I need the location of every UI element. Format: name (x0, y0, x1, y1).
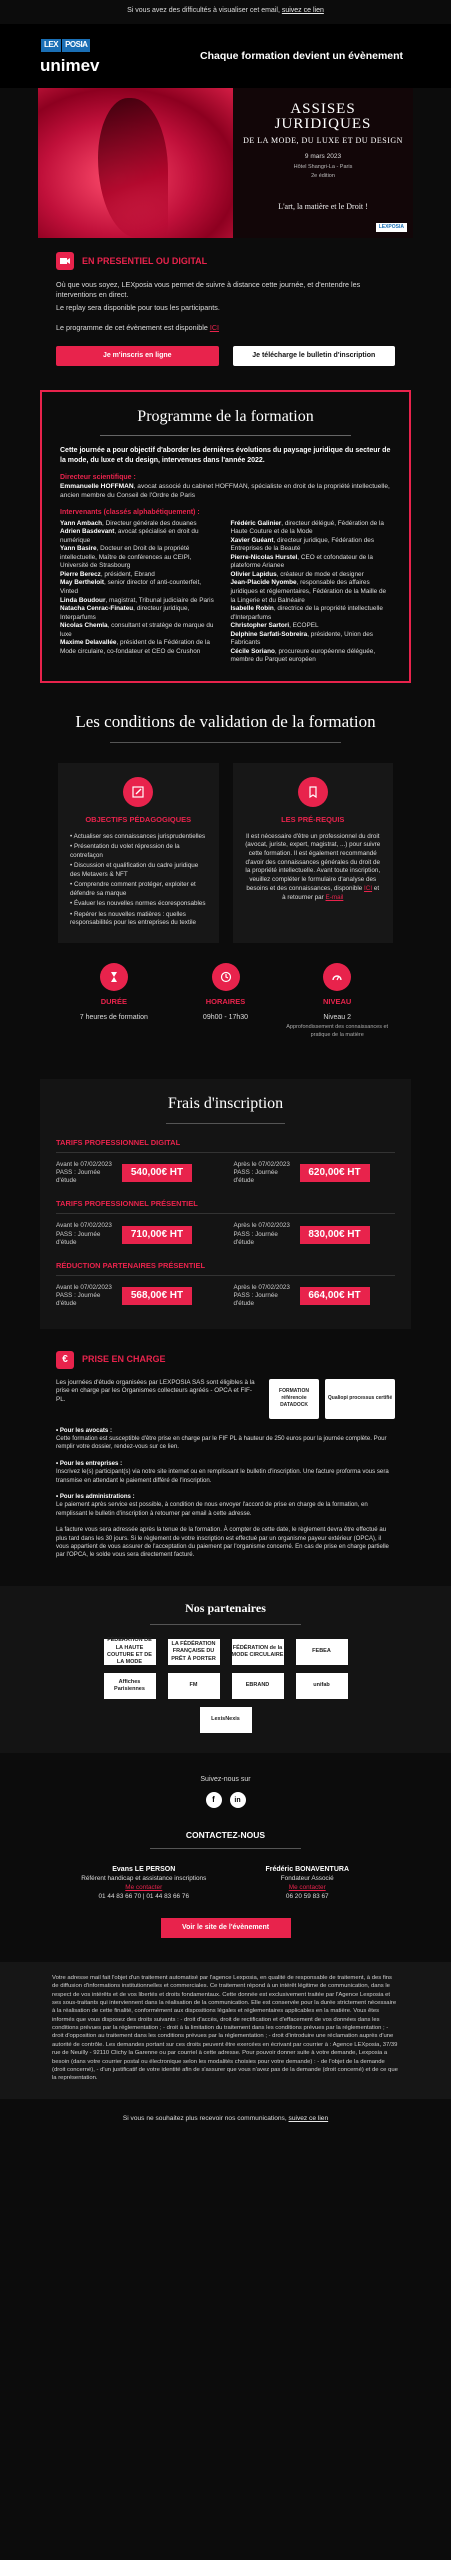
speaker: Nicolas Chemla, consultant et stratège de marque du luxe (60, 622, 214, 638)
partner-logos (0, 1639, 451, 1733)
hero-tagline: L'art, la matière et le Droit ! (278, 202, 368, 212)
speaker: Cécile Soriano, procureure européenne déléguée, membre du Parquet européen (230, 647, 376, 664)
digital-p3-text: Le programme de cet évènement est disponible (56, 323, 208, 333)
speaker: Yann Basire, Docteur en Droit de la propriété intellectuelle, Maître de conférences au CEIPI, Université de Strasbourg (60, 545, 192, 570)
hero-edition: 2e édition (311, 172, 335, 179)
list-item: • Repérer les nouvelles matières : quelles responsabilités pour les entreprises du textile (70, 910, 197, 927)
contact-role: Référent handicap et assistance inscriptions (81, 1874, 207, 1882)
list-item: • Évaluer les nouvelles normes écoresponsables (70, 900, 206, 908)
top-notice (0, 0, 451, 24)
tarif-label: Après le 07/02/2023 PASS : Journée d'étude (233, 1160, 290, 1185)
contact-person (226, 1865, 390, 1902)
hero-venue: Hôtel Shangri-La - Paris (293, 163, 353, 170)
speakers-columns (60, 520, 391, 665)
contact-email-link[interactable]: Me contacter (288, 1883, 326, 1891)
legal-notice: Votre adresse mail fait l'objet d'un traitement automatisé par l'agence Lexposia, en qualité de responsable de traitement, à des fins de diffusion d'informations institutionnelles et commerciales. Ce traitement répond à un intérêt légitime de communication, dans le respect de vos intérêts et de vos libertés et droits fondamentaux. Cette donnée est exclusivement traitée par l'Agence Lexposia et ses sous-traitants qui interviennent dans la réalisation de la communication. Elle est conservée pour la durée strictement nécessaire à la réalisation de cette finalité, conformément aux dispositions légales et réglementaires applicables en la matière. Vous êtes informés que vous disposez des droits suivants : - droit d'accès, droit de rectification et d'effacement de vos données dans les conditions prévues par la réglementation ; - droit à la limitation du traitement dans les conditions prévues par la réglementation ; - droit d'opposition au traitement dans les conditions prévues par la réglementation ; - droit d'introduire une réclamation auprès d'une autorité de contrôle. Les demandes portant sur ces droits peuvent être exercées en écrivant par courrier à : Agence LEXposia, 37/39 rue de Neuilly - 92110 Clichy la Garenne ou par courriel à cette adresse. Pour pouvoir donner suite à votre demande, Lexposia a besoin (dans votre courrier postal ou électronique selon les modalités choisies pour votre demande) : - de l'objet de la demande (droit concerné), - d'un justificatif de votre identité afin de s'assurer que vous n'avez pas de la demande (droit concerné) et de ce que la représentation. (0, 1962, 451, 2099)
speaker: Delphine Sarfati-Sobreira, présidente, Union des Fabricants (230, 630, 373, 647)
horaires-stat (170, 963, 282, 1039)
speaker: Xavier Guéant, directeur juridique, Fédération des Entreprises de la Beauté (230, 536, 375, 553)
follow-section (0, 1753, 451, 1808)
linkedin-icon[interactable]: in (230, 1792, 246, 1808)
contact-phone: 01 44 83 66 70 | 01 44 83 66 76 (98, 1892, 189, 1900)
partner-logo[interactable]: LA FÉDÉRATION FRANÇAISE DU PRÊT À PORTER (168, 1639, 220, 1665)
social-links (0, 1792, 451, 1808)
prereq-text: Il est nécessaire d'être un professionnel du droit (avocat, juriste, expert, magistrat, ...) pour suivre cette formation. Il est également recommandé d'avoir des connaissances générales du droit de la propriété intellectuelle. Avant toute inscription, veuillez compléter le formulaire d'analyse des besoins et des connaissances, disponible ICI et à retourner par E-mail (245, 832, 381, 901)
contact-title: CONTACTEZ-NOUS (185, 1830, 266, 1841)
tarif-row (56, 1222, 395, 1247)
tarif-label: Avant le 07/02/2023 PASS : Journée d'étude (56, 1160, 112, 1185)
director-heading: Directeur scientifique : (60, 474, 136, 482)
programme-intro: Cette journée a pour objectif d'aborder les dernières évolutions du paysage juridique du secteur de la mode, du luxe et du design, intervenues dans l'année 2022. (60, 447, 391, 464)
contact-phone: 06 20 59 83 67 (285, 1892, 329, 1900)
price-badge: 568,00€ HT (122, 1287, 192, 1305)
tarif-before (56, 1222, 218, 1247)
programme-link[interactable]: ICI (209, 323, 220, 333)
stats-row (0, 943, 451, 1039)
duree-stat (58, 963, 170, 1039)
hero-date: 9 mars 2023 (304, 152, 342, 160)
speaker: Olivier Lapidus, créateur de mode et designer (230, 570, 364, 578)
partner-logo[interactable]: FÉDÉRATION de la MODE CIRCULAIRE (232, 1639, 284, 1665)
list-item: • Discussion et qualification du cadre juridique des Metavers & NFT (70, 862, 199, 878)
tarif-row (56, 1161, 395, 1186)
list-item: • Présentation du volet répression de la contrefaçon (70, 843, 180, 859)
speaker: Pierre Berecz, président, Ebrand (60, 570, 155, 578)
top-notice-text: Si vous avez des difficultés à visualiser cet email, (127, 7, 280, 14)
objectifs-card (58, 763, 219, 943)
partner-logo[interactable]: Affiches Parisiennes (104, 1673, 156, 1699)
tarif-after (234, 1161, 396, 1186)
horaires-title: HORAIRES (205, 996, 246, 1006)
qualiopi-logo: Qualiopi processus certifié (325, 1379, 395, 1419)
header-tagline: Chaque formation devient un évènement (200, 49, 404, 62)
tarif-group-title: RÉDUCTION PARTENAIRES PRÉSENTIEL (56, 1261, 395, 1276)
horaires-value: 09h00 - 17h30 (202, 1013, 249, 1021)
hero-banner[interactable] (38, 88, 413, 238)
facebook-icon[interactable]: f (206, 1792, 222, 1808)
digital-section (0, 238, 451, 372)
niveau-stat (281, 963, 393, 1039)
euro-icon: € (56, 1351, 74, 1369)
director-text (60, 483, 391, 501)
conditions-section (0, 711, 451, 1039)
objectifs-title: OBJECTIFS PÉDAGOGIQUES (85, 814, 192, 824)
duree-value: 7 heures de formation (79, 1013, 148, 1021)
contact-person (62, 1865, 226, 1902)
conditions-cards (0, 743, 451, 943)
price-badge: 710,00€ HT (122, 1226, 192, 1244)
unsubscribe-text: Si vous ne souhaitez plus recevoir nos communications, (122, 2114, 287, 2122)
contact-email-link[interactable]: Me contacter (125, 1883, 163, 1891)
tarif-group (56, 1261, 395, 1309)
video-icon (56, 252, 74, 270)
partner-logo[interactable]: LexisNexis (200, 1707, 252, 1733)
tarif-label: Après le 07/02/2023 PASS : Journée d'étude (233, 1283, 290, 1308)
tarif-group-title: TARIFS PROFESSIONNEL DIGITAL (56, 1138, 395, 1153)
cert-logos (269, 1379, 395, 1419)
divider (100, 435, 351, 436)
analysis-form-link[interactable]: ICI (364, 884, 373, 892)
digital-p1: Où que vous soyez, LEXposia vous permet de suivre à distance cette journée, et d'entendre les interventions en direct. (56, 280, 361, 300)
speaker: Adrien Basdevant, avocat spécialisé en droit du numérique (60, 528, 199, 544)
partner-logo[interactable]: unifab (296, 1673, 348, 1699)
tarif-label: Après le 07/02/2023 PASS : Journée d'étude (233, 1222, 290, 1246)
frais-title: Frais d'inscription (167, 1094, 284, 1112)
tarif-after (234, 1222, 396, 1247)
list-item: • Actualiser ses connaissances jurisprudentielles (70, 832, 206, 840)
niveau-sub: Approfondissement des connaissances et pratique de la matière (286, 1024, 389, 1038)
programme-section (40, 390, 411, 683)
speaker: Maxime Delavallée, président de la Fédération de la Mode circulaire, co-fondateur et CEO de Crushon (60, 639, 210, 655)
logo-unimev: unimev (40, 56, 100, 75)
signup-button[interactable]: Je m'inscris en ligne (56, 346, 219, 366)
hero-subtitle: DE LA MODE, DU LUXE ET DU DESIGN (243, 136, 403, 145)
divider (150, 1624, 301, 1625)
tarif-row (56, 1284, 395, 1309)
clock-icon (212, 963, 240, 991)
digital-title: EN PRESENTIEL OU DIGITAL (82, 255, 208, 266)
partner-logo[interactable]: FM (168, 1673, 220, 1699)
prise-entreprises: • Pour les entreprises : Inscrivez le(s) participant(s) via notre site internet ou en remplissant le bulletin d'inscription. Une facture proforma vous sera transmise en attendant le paiement différé de l'inscription. (56, 1459, 389, 1484)
speaker: Isabelle Robin, directrice de la propriété intellectuelle d'Interparfums (230, 605, 383, 621)
datadock-logo: FORMATION référencée DATADOCK (269, 1379, 319, 1419)
speaker: Frédéric Galinier, directeur délégué, Fédération de la Haute Couture et de la Mode (230, 519, 384, 536)
prereq-title: LES PRÉ-REQUIS (281, 814, 345, 824)
niveau-title: NIVEAU (323, 996, 352, 1006)
hero-title: ASSISES JURIDIQUES (274, 101, 372, 132)
speaker: Pierre-Nicolas Hurstel, CEO et cofondateur de la plateforme Arianee (230, 553, 373, 570)
director-name: Emmanuelle HOFFMAN (60, 482, 134, 490)
unsubscribe-link[interactable]: suivez ce lien (288, 2114, 329, 2122)
speaker: Natacha Cenrac-Finateu, directeur juridique, Interparfums (60, 605, 190, 621)
bookmark-icon (298, 777, 328, 807)
gauge-icon (323, 963, 351, 991)
partner-logo[interactable]: EBRAND (232, 1673, 284, 1699)
hero-badge: LEXPOSIA (376, 223, 407, 232)
partners-section (0, 1586, 451, 1753)
prise-top (56, 1379, 395, 1419)
speaker: Jean-Placide Nyombe, responsable des affaires juridiques et réglementaires, Fédération de la Maille de la Lingerie et du Balnéaire (230, 579, 387, 604)
prise-invoice: La facture vous sera adressée après la tenue de la formation. À compter de cette date, le règlement devra être effectué au plus tard dans les 30 jours. Si le règlement de votre inscription est effectué par un organisme payeur extérieur (OPCA), il vous appartient de vous assurer de l'acceptation du paiement par l'organisme concerné. En cas de prise en charge partielle par l'OPCA, le solde vous sera directement facturé. (56, 1526, 389, 1559)
speaker: May Bertheloit, senior director of anti-counterfeit, Vinted (60, 579, 202, 595)
tarif-group (56, 1199, 395, 1247)
download-form-button[interactable]: Je télécharge le bulletin d'inscription (233, 346, 396, 366)
contact-people (0, 1865, 451, 1902)
prise-title: PRISE EN CHARGE (82, 1354, 166, 1365)
speakers-col-2 (231, 520, 392, 665)
price-badge: 540,00€ HT (122, 1164, 192, 1182)
tarif-group-title: TARIFS PROFESSIONNEL PRÉSENTIEL (56, 1199, 395, 1214)
price-badge: 830,00€ HT (300, 1226, 370, 1244)
contact-section (0, 1830, 451, 1937)
director-desc: , avocat associé du cabinet HOFFMAN, spécialiste en droit de la propriété intellectuelle, ancien membre du Conseil de l'Ordre de Paris (60, 482, 390, 499)
digital-p3 (56, 323, 395, 333)
digital-p2: Le replay sera disponible pour tous les participants. (56, 302, 220, 312)
hourglass-icon (100, 963, 128, 991)
email-link[interactable]: E-mail (325, 893, 344, 901)
tarif-label: Avant le 07/02/2023 PASS : Journée d'étude (56, 1222, 112, 1246)
brand-logo[interactable] (40, 34, 160, 78)
price-badge: 664,00€ HT (300, 1287, 370, 1305)
tarif-group (56, 1138, 395, 1186)
partner-logo[interactable]: FEBEA (296, 1639, 348, 1665)
prereq-card (233, 763, 394, 943)
unsubscribe-notice (0, 2099, 451, 2124)
divider (166, 1123, 285, 1124)
programme-title: Programme de la formation (137, 407, 314, 425)
tarif-before (56, 1161, 218, 1186)
event-site-button[interactable]: Voir le site de l'évènement (161, 1918, 291, 1938)
duree-title: DURÉE (100, 996, 127, 1006)
contact-name: Evans LE PERSON (112, 1865, 176, 1873)
speaker: Yann Ambach, Directeur générale des douanes (60, 519, 197, 527)
contact-name: Frédéric BONAVENTURA (265, 1865, 349, 1873)
prise-avocats: • Pour les avocats : Cette formation est susceptible d'être prise en charge par le FIF PL à hauteur de 250 euros pour la journée complète. Pour remplir votre dossier, rendez-vous sur ce lien. (56, 1426, 387, 1451)
prise-administrations: • Pour les administrations : Le paiement après service est possible, à condition de nous envoyer l'accord de prise en charge de la formation, en remplissant le bulletin d'inscription à retourner par email à cette adresse. (56, 1492, 368, 1517)
tarif-label: Avant le 07/02/2023 PASS : Journée d'étude (56, 1283, 112, 1308)
list-item: • Comprendre comment protéger, exploiter et défendre sa marque (70, 881, 196, 897)
speaker: Christopher Sartori, ECOPEL (230, 622, 319, 630)
conditions-title: Les conditions de validation de la formation (75, 711, 376, 731)
objectifs-list (70, 833, 207, 928)
divider (150, 1848, 301, 1849)
speakers-col-1 (60, 520, 221, 665)
frais-section (40, 1079, 411, 1329)
header (0, 24, 451, 88)
partners-title: Nos partenaires (185, 1600, 266, 1615)
speaker: Linda Boudour, magistrat, Tribunal judiciaire de Paris (60, 596, 214, 604)
tarif-after (234, 1284, 396, 1309)
contact-role: Fondateur Associé (280, 1874, 334, 1882)
digital-heading (56, 252, 395, 270)
pencil-icon (123, 777, 153, 807)
prise-intro: Les journées d'étude organisées par LEXPOSIA SAS sont éligibles à la prise en charge par les Organismes collecteurs agréés - OPCA et FIF-PL. (56, 1378, 255, 1403)
prise-en-charge-section (0, 1329, 451, 1560)
follow-text: Suivez-nous sur (200, 1775, 251, 1783)
tarif-before (56, 1284, 218, 1309)
digital-buttons (56, 346, 395, 366)
speakers-heading: Intervenants (classés alphabétiquement) : (60, 509, 200, 517)
price-badge: 620,00€ HT (300, 1164, 370, 1182)
hero-panel (233, 88, 413, 238)
view-online-link[interactable]: suivez ce lien (281, 7, 324, 14)
niveau-value: Niveau 2 (323, 1013, 351, 1021)
prise-heading (56, 1351, 395, 1369)
partner-logo[interactable]: FÉDÉRATION DE LA HAUTE COUTURE ET DE LA MODE (104, 1639, 156, 1665)
logo-lex-badge: POSIA (62, 39, 90, 52)
logo-lex: LEX (41, 39, 61, 52)
